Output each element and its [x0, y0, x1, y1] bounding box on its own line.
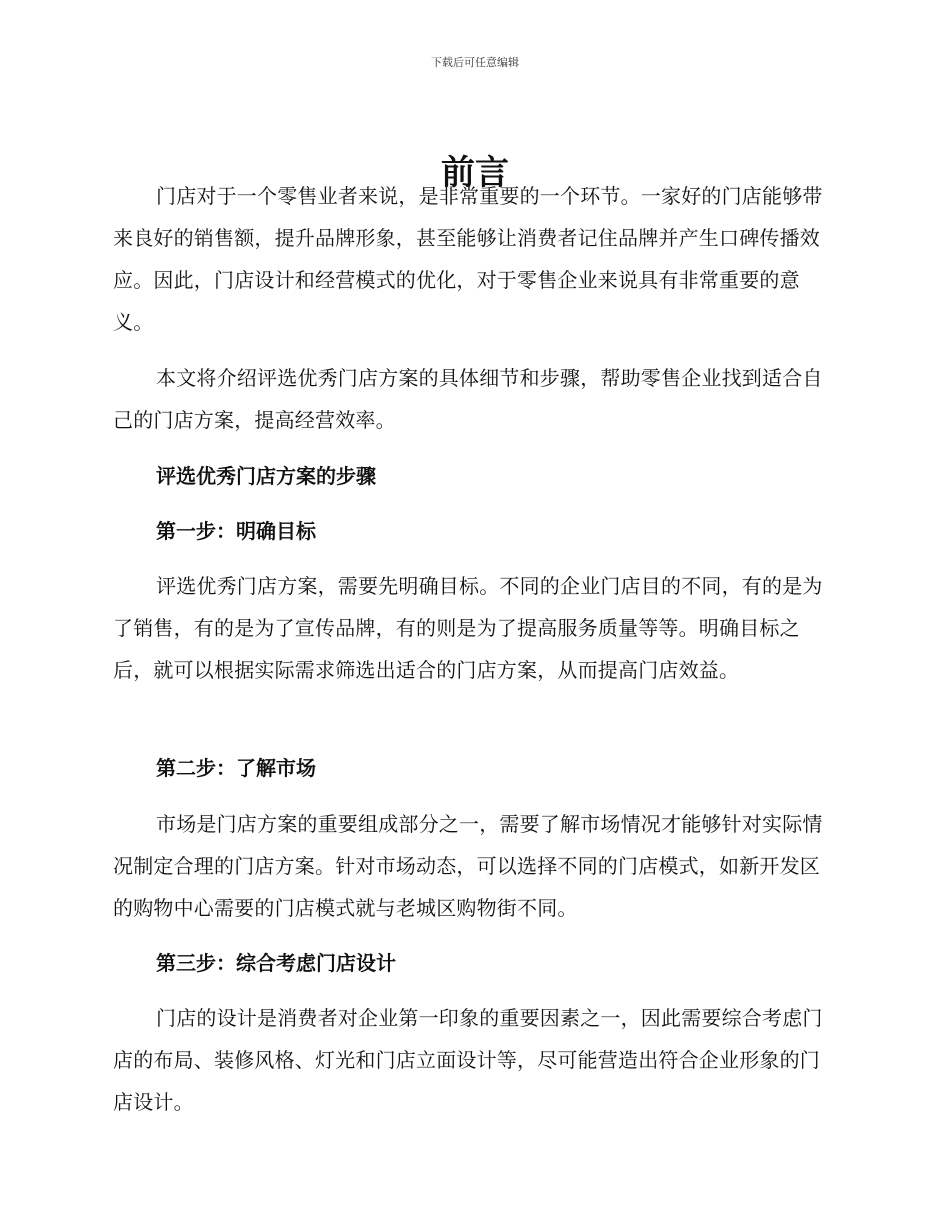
- document-title: 前言: [441, 152, 509, 193]
- step-3-body: 门店的设计是消费者对企业第一印象的重要因素之一，因此需要综合考虑门店的布局、装修风格、灯光和门店立面设计等，尽可能营造出符合企业形象的门店设计。: [113, 1006, 823, 1114]
- intro-paragraph-2: 本文将介绍评选优秀门店方案的具体细节和步骤，帮助零售企业找到适合自己的门店方案，提高经营效率。: [113, 366, 823, 432]
- steps-heading: 评选优秀门店方案的步骤: [156, 464, 376, 488]
- step-1-title: 第一步：明确目标: [156, 519, 316, 543]
- step-1-body: 评选优秀门店方案，需要先明确目标。不同的企业门店目的不同，有的是为了销售，有的是为了宣传品牌，有的则是为了提高服务质量等等。明确目标之后，就可以根据实际需求筛选出适合的门店方案，从而提高门店效益。: [113, 574, 823, 682]
- step-2-body: 市场是门店方案的重要组成部分之一，需要了解市场情况才能够针对实际情况制定合理的门店方案。针对市场动态，可以选择不同的门店模式，如新开发区的购物中心需要的门店模式就与老城区购物街不同。: [113, 812, 823, 920]
- intro-paragraph-1: 门店对于一个零售业者来说，是非常重要的一个环节。一家好的门店能够带来良好的销售额，提升品牌形象，甚至能够让消费者记住品牌并产生口碑传播效应。因此，门店设计和经营模式的优化，对于零售企业来说具有非常重要的意义。: [113, 184, 823, 334]
- step-3-title: 第三步：综合考虑门店设计: [156, 951, 396, 975]
- header-note: 下载后可任意编辑: [431, 56, 519, 69]
- step-2-title: 第二步：了解市场: [156, 756, 316, 780]
